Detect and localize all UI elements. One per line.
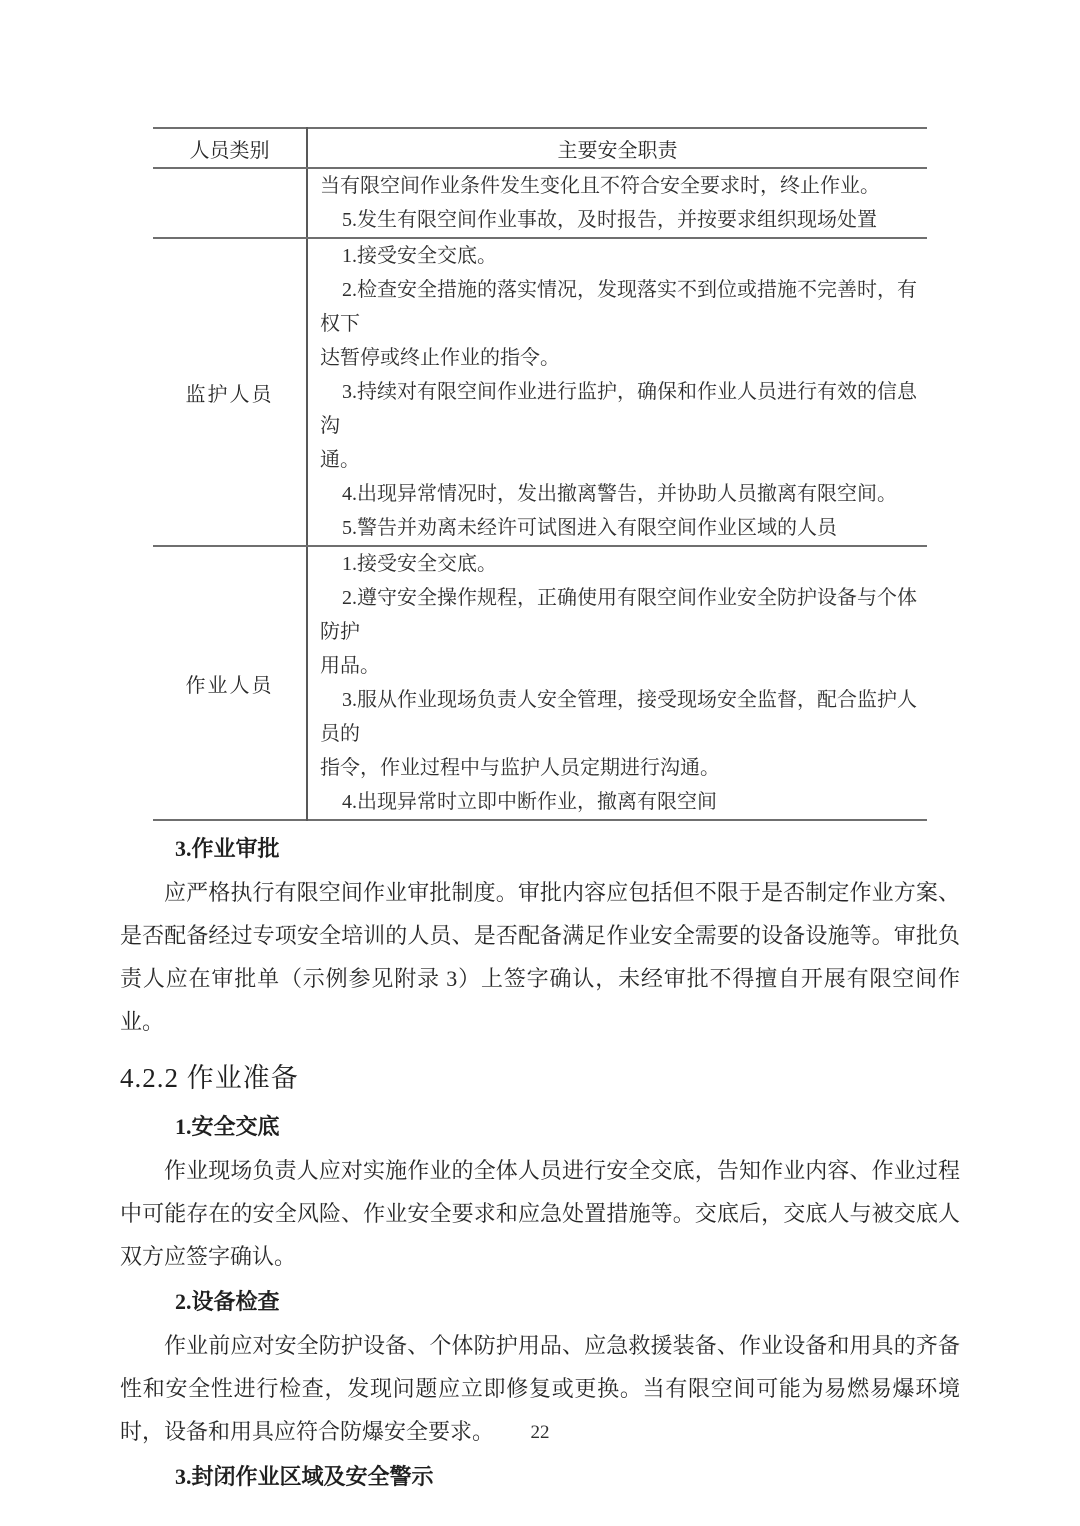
duty-line: 4.出现异常情况时，发出撤离警告，并协助人员撤离有限空间。 [342,483,897,505]
table-header-row [153,128,927,168]
row-label: 作业人员 [153,546,307,820]
table-row-continued [153,168,927,238]
duty-line: 用品。 [320,655,380,677]
duty-line: 3.持续对有限空间作业进行监护，确保和作业人员进行有效的信息沟 [320,381,917,437]
table-header-main-duty: 主要安全职责 [307,128,927,168]
paragraph-safety-briefing: 作业现场负责人应对实施作业的全体人员进行安全交底，告知作业内容、作业过程中可能存在的安全风险、作业安全要求和应急处置措施等。交底后，交底人与被交底人双方应签字确认。 [120,1158,960,1269]
duty-line: 当有限空间作业条件发生变化且不符合安全要求时，终止作业。 [320,175,880,197]
paragraph-equipment-check: 作业前应对安全防护设备、个体防护用品、应急救援装备、作业设备和用具的齐备性和安全性进行检查，发现问题应立即修复或更换。当有限空间可能为易燃易爆环境时，设备和用具应符合防爆安全要求。 [120,1333,960,1444]
duty-cell [307,546,927,820]
duty-cell [307,238,927,546]
duty-line: 指令，作业过程中与监护人员定期进行沟通。 [320,757,720,779]
duty-line: 1.接受安全交底。 [342,245,497,267]
table-header-personnel-type: 人员类别 [153,128,307,168]
subheading-safety-briefing: 1.安全交底 [175,1114,280,1139]
paragraph-work-approval: 应严格执行有限空间作业审批制度。审批内容应包括但不限于是否制定作业方案、是否配备经过专项安全培训的人员、是否配备满足作业安全需要的设备设施等。审批负责人应在审批单（示例参见附录 3）上签字确认，未经审批不得擅自开展有限空间作业。 [120,880,960,1034]
duty-line: 2.遵守安全操作规程，正确使用有限空间作业安全防护设备与个体防护 [320,587,917,643]
subheading-work-approval: 3.作业审批 [175,836,280,861]
duty-line: 4.出现异常时立即中断作业，撤离有限空间 [342,791,717,813]
table-row-operator [153,546,927,820]
row-label: 监护人员 [153,238,307,546]
subheading-equipment-check: 2.设备检查 [175,1289,280,1314]
table-row-guardian [153,238,927,546]
duty-cell [307,168,927,238]
row-label [153,168,307,238]
duty-line: 通。 [320,449,360,471]
duty-line: 3.服从作业现场负责人安全管理，接受现场安全监督，配合监护人员的 [320,689,917,745]
duty-line: 2.检查安全措施的落实情况，发现落实不到位或措施不完善时，有权下 [320,279,917,335]
page-number: 22 [530,1422,550,1443]
duty-line: 5.发生有限空间作业事故，及时报告，并按要求组织现场处置 [342,209,877,231]
duty-line: 达暂停或终止作业的指令。 [320,347,560,369]
duty-line: 5.警告并劝离未经许可试图进入有限空间作业区域的人员 [342,517,837,539]
section-heading-4-2-2: 4.2.2 作业准备 [120,1063,299,1093]
duty-line: 1.接受安全交底。 [342,553,497,575]
personnel-duty-table [153,127,927,821]
subheading-area-closure-warning: 3.封闭作业区域及安全警示 [175,1464,434,1489]
